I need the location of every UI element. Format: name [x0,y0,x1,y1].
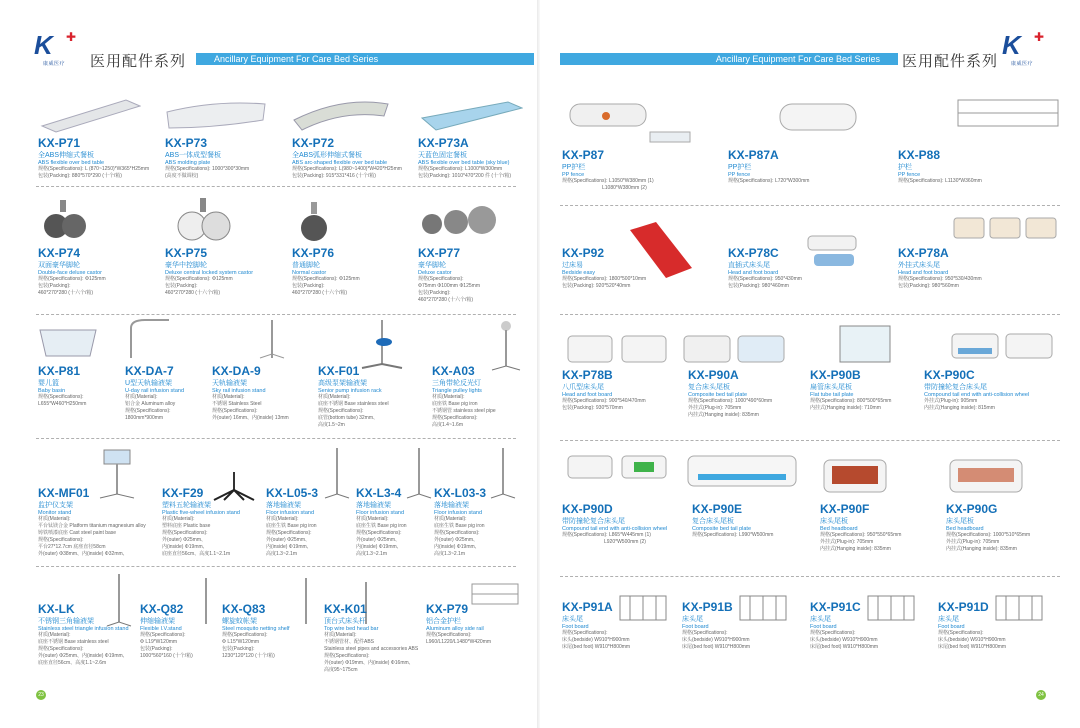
pp-fence-image [566,98,696,144]
product-card: KX-K01 顶台式床头杆 Top wire bed head bar 材质(Material): 不锈钢管材、配件ABS Stainless steel pipes and accessories ABS 规格(Specifications): 外(outer) Φ19mm、内(inside) Φ16mm、 高度95~175cm [324,602,419,673]
composite-plate-a-image [680,332,790,366]
row-divider [36,566,516,567]
product-card: KX-P73A 天蓝色固定餐板 ABS flexible over bed table (sky blue) 规格(Specifications): L1000*W300mm 包装(Packing): 1010*470*200 件 (十个/箱) [418,136,512,179]
product-card: KX-L05-3 落地输液架 Floor infusion stand 材质(Material): 底座生铁 Base pig iron 规格(Specifications): 外(outer) Φ25mm、 内(inside) Φ19mm、 高度1.3~2.1m [266,486,319,557]
product-card: KX-MF01 监护仪支架 Monitor stand 材质(Material): 平台钛镁合金 Platform titanium magnesium alloy 铸铁喷漆底座 Cast steel paint base 规格(Specifications): 平台27*12.7cm 底座直径58cm 外(outer) Φ38mm、内(inside) Φ32mm、 [38,486,146,557]
product-card: KX-P88 护栏 PP fence 规格(Specifications): L1130*W360mm [898,148,982,184]
product-card: KX-F01 高级泵架输液架 Senior pump infusion rack 材质(Material): 底座不锈钢 Base stainless steel 规格(Specifications): 底管(bottom tube) 32mm、 高度1.5~2m [318,364,389,428]
row-divider [36,186,516,187]
eight-claw-board-image [564,332,674,366]
page-number: 24 [1036,690,1046,700]
product-card: KX-P90B 扁管床头尾板 Flat tube tail plate 规格(Specifications): 800*500*65mm 内挂式(Hanging inside): 710mm [810,368,892,411]
product-card: KX-P92 过床易 Bedside easy 规格(Specifications): 1800*500*10mm 包装(Packing): 920*520*40mm [562,246,647,289]
arc-table-image [292,94,392,134]
deluxe-castor-image [418,196,498,244]
product-card: KX-P91A 床头尾 Foot board 规格(Specifications): 床头(bedside) W910*H900mm 床尾(bed foot) W910*H800mm [562,600,631,650]
company-logo: K ✚ 康威医疗 [1002,30,1044,67]
product-card: KX-P90A 复合床头尾板 Composite bed tail plate 规格(Specifications): 1000*490*60mm 外挂式(Plug-in): 705mm 内挂式(Hanging inside): 835mm [688,368,773,418]
product-card: KX-P87 PP护栏 PP fence 规格(Specifications): L1050*W380mm (1) L1080*W380mm (2) [562,148,654,191]
product-card: KX-P81 婴儿篮 Baby basin 规格(Specifications): L655*W460*H250mm [38,364,87,407]
sky-rail-image [252,318,292,368]
product-card: KX-P79 铝合金护栏 Aluminum alloy side rail 规格(Specifications): L960/L1220/L1480*W420mm [426,602,492,645]
normal-castor-image [294,200,334,244]
bed-headboard-f-image [820,456,890,496]
bed-headboard-g-image [946,456,1026,496]
floor-stand-image-3 [488,446,518,500]
flat-tube-plate-image [836,322,896,366]
product-card: KX-P78C 直插式床头尾 Head and foot board 规格(Specifications): 950*430mm 包装(Packing): 980*460mm [728,246,802,289]
product-card: KX-P90D 带防撞轮复合床头尾 Compound tail end with anti-collision wheel 规格(Specifications): L865*W445mm (1) L920*W500mm (2) [562,502,668,545]
product-card: KX-P74 双面豪华脚轮 Double-face deluxe castor 规格(Specifications): Φ125mm 包装(Packing): 460*270*280 (十六个/箱) [38,246,106,296]
product-card: KX-P90C 带防撞轮复合床头尾 Compound tail end with anti-collision wheel 外挂式(Plug-in): 905mm 内挂式(Hanging inside): 815mm [924,368,1030,411]
steel-fence-image [954,94,1064,140]
product-card: KX-Q82 伸缩输液架 Flexible I.V.stand 规格(Specifications): Φ L19*W120mm 包装(Packing): 1000*560*160 (十个/箱) [140,602,193,659]
row-divider [560,576,1060,577]
product-card: KX-DA-7 U型天轨输液架 U-day rail infusion stand 材质(Material): 铝合金 Aluminum alloy 规格(Specifications): 1800mm*900mm [125,364,185,421]
over-bed-table-image [36,96,141,134]
head-foot-board-a-image [950,214,1060,244]
product-card: KX-P75 豪华中控脚轮 Deluxe central locked system castor 规格(Specifications): Φ125mm 包装(Packing): 460*270*280 (十六个/箱) [165,246,254,296]
composite-plate-e-image [684,452,800,496]
anti-collision-d-image [564,452,674,484]
row-divider [560,205,1060,206]
product-card: KX-P73 ABS一体成型餐板 ABS molding plate 规格(Specifications): 1000*300*30mm (高度不做调校) [165,136,250,179]
castor-image [36,198,96,242]
product-card: KX-P91C 床头尾 Foot board 规格(Specifications): 床头(bedside) W910*H900mm 床尾(bed foot) W910*H800mm [810,600,879,650]
pp-fence-a-image [776,98,860,138]
floor-stand-image-2 [404,446,434,500]
mosquito-shelf-image [296,576,316,626]
product-card: KX-P91D 床头尾 Foot board 规格(Specifications): 床头(bedside) W910*H900mm 床尾(bed foot) W910*H800mm [938,600,1007,650]
u-rail-image [125,318,175,364]
row-divider [560,314,1060,315]
product-card: KX-L03-3 落地输液架 Floor infusion stand 材质(Material): 底座生铁 Base pig iron 规格(Specifications): 外(outer) Φ25mm、 内(inside) Φ19mm、 高度1.3~2.1m [434,486,487,557]
row-divider [560,440,1060,441]
page-title: 医用配件系列 [90,52,187,70]
product-card: KX-P72 全ABS弧形伸缩式餐板 ABS arc-shaped flexible over bed table 规格(Specifications): L(980~1400)*W420*H25mm 包装(Packing): 915*331*416 (十个/箱) [292,136,402,179]
product-card: KX-DA-9 天轨输液架 Sky rail infusion stand 材质(Material): 不锈钢 Stainless Steel 规格(Specifications): 外(outer) 16mm、内(inside) 13mm [212,364,289,421]
product-card: KX-P71 全ABS伸缩式餐板 ABS flexible over bed table 规格(Specifications): L (870~1250)*W365*H25mm 包装(Packing): 880*570*290 (十个/箱) [38,136,150,179]
header-band: Ancillary Equipment For Care Bed Series [196,53,534,65]
right-page [540,0,1080,728]
product-card: KX-Q83 螺旋蚊帐架 Steel mosquito netting shelf 规格(Specifications): Φ L15*W120mm 包装(Packing): 1230*120*120 (十个/箱) [222,602,290,659]
product-card: KX-P77 豪华脚轮 Deluxe castor 规格(Specifications): Φ75mm Φ100mm Φ125mm 包装(Packing): 460*270*280 (十六个/箱) [418,246,480,303]
sky-blue-table-image [418,96,523,134]
row-divider [36,438,516,439]
anti-collision-c-image [948,330,1058,366]
page-number: 23 [36,690,46,700]
central-castor-image [170,196,240,244]
product-card: KX-LK 不锈钢三角输液架 Stainless steel triangle infusion stand 材质(Material): 底座不锈钢 Base stainless steel 规格(Specifications): 外(outer) Φ25mm、内(inside) Φ19mm、 底座直径56cm、高度1.1~2.6m [38,602,129,666]
head-foot-board-c-image [804,232,860,272]
product-card: KX-F29 塑料五轮输液架 Plastic five-wheel infusion stand 材质(Material): 塑料底座 Plastic base 规格(Specifications): 外(outer) Φ25mm、 内(inside) Φ19mm、 底座直径56cm、高度1.1~2.1m [162,486,240,557]
product-card: KX-P78A 外挂式床头尾 Head and foot board 规格(Specifications): 950*530/430mm 包装(Packing): 980*560mm [898,246,982,289]
molding-plate-image [165,98,270,134]
flexible-iv-image [196,576,216,626]
product-card: KX-P90G 床头尾板 Bed headboard 规格(Specifications): 1000*510*65mm 外挂式(Plug-in): 705mm 内挂式(Hanging inside): 835mm [946,502,1031,552]
product-card: KX-P91B 床头尾 Foot board 规格(Specifications): 床头(bedside) W910*H900mm 床尾(bed foot) W910*H800mm [682,600,751,650]
header-band: Ancillary Equipment For Care Bed Series [560,53,898,65]
page-title: 医用配件系列 [902,52,999,70]
product-card: KX-A03 三角带轮反光灯 Triangle pulley lights 材质(Material): 底座铁 Base pig iron 不锈钢管 stainless steel pipe 规格(Specifications): 高度1.4~1.6m [432,364,496,428]
floor-stand-image-1 [322,446,352,500]
baby-basin-image [36,324,100,360]
product-card: KX-P90E 复合床头尾板 Composite bed tail plate 规格(Specifications): L990*W500mm [692,502,774,538]
product-card: KX-P87A PP护栏 PP fence 规格(Specifications): L720*W300mm [728,148,810,184]
company-logo: K ✚ 康威医疗 [34,30,76,67]
product-card: KX-L3-4 落地输液架 Floor infusion stand 材质(Material): 底座生铁 Base pig iron 规格(Specifications): 外(outer) Φ25mm、 内(inside) Φ19mm、 高度1.3~2.1m [356,486,407,557]
product-card: KX-P78B 八爪型床头尾 Head and foot board 规格(Specifications): 900*540/470mm 包装(Packing): 930*570mm [562,368,646,411]
product-card: KX-P90F 床头尾板 Bed headboard 规格(Specifications): 950*550*65mm 外挂式(Plug-in): 705mm 内挂式(Hanging inside): 835mm [820,502,902,552]
product-card: KX-P76 普通脚轮 Normal castor 规格(Specifications): Φ125mm 包装(Packing): 460*270*280 (十六个/箱) [292,246,360,296]
row-divider [36,314,516,315]
